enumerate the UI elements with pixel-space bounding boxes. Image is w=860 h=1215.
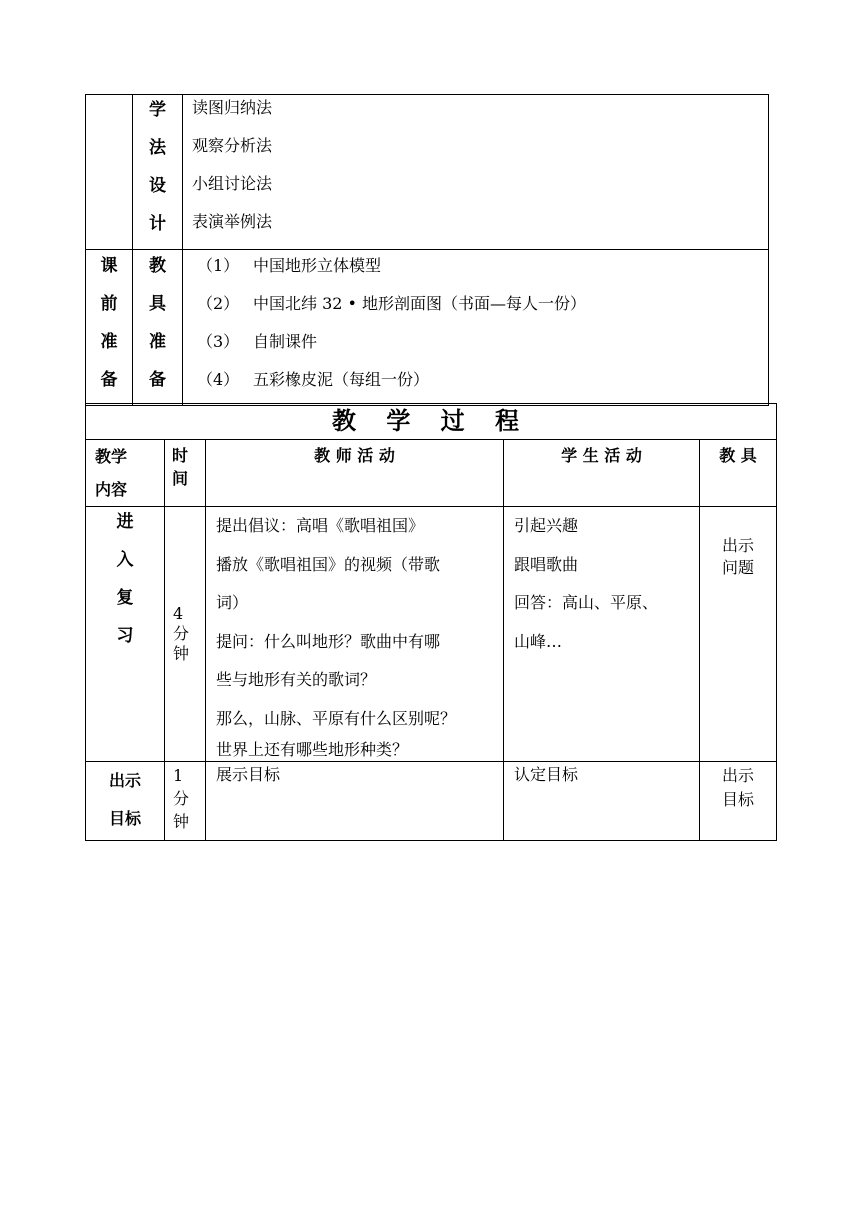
text-line: 出示 [722,536,755,555]
text-line: 山峰… [514,631,563,651]
list-item: 小组讨论法 [192,174,273,193]
time-cell [165,507,206,762]
label-char: 课 [100,256,118,276]
header-tools: 教 具 [700,440,777,507]
text-line: 认定目标 [514,765,579,784]
item-number: （2） [197,294,240,313]
item-text: 自制课件 [253,332,318,351]
list-item [183,328,768,366]
label-char: 教 [149,256,166,276]
list-item [183,290,768,328]
tools-cell [700,507,777,762]
time-cell [165,762,206,841]
content-char: 入 [116,550,134,570]
text-line: 世界上还有哪些地形种类？ [216,740,409,759]
label-char: 设 [149,176,166,196]
study-methods-list [183,95,769,250]
time-line: 4 [173,604,184,623]
label-char: 法 [149,138,166,158]
text-line: 引起兴趣 [514,516,579,535]
item-number: （4） [197,370,240,389]
preparation-table [85,94,769,406]
list-item [183,252,768,290]
content-char: 习 [116,626,134,646]
content-char: 进 [116,512,134,532]
text-line: 些与地形有关的歌词？ [216,670,377,689]
empty-cell [86,95,133,250]
tools-cell [700,762,777,841]
list-item: 表演举例法 [192,212,273,231]
label-char: 备 [100,370,118,390]
label-char: 准 [100,332,118,352]
text-line: 词） [216,593,249,612]
pre-class-label [86,250,133,406]
header-content [86,440,165,507]
process-table [85,403,777,841]
item-number: （3） [197,332,240,351]
header-student: 学 生 活 动 [504,440,700,507]
time-line: 钟 [173,644,190,663]
study-methods-row [86,95,769,250]
label-char: 准 [149,332,166,352]
header-line: 间 [172,469,189,488]
header-line: 内容 [95,480,128,499]
text-line: 那么，山脉、平原有什么区别呢？ [216,708,457,728]
teacher-activity [206,507,504,762]
content-line: 出示 [108,771,141,790]
table-row [86,507,777,762]
header-teacher: 教 师 活 动 [206,440,504,507]
teacher-activity [206,762,504,841]
table-row [86,762,777,841]
text-line: 跟唱歌曲 [514,554,579,574]
item-text: 中国地形立体模型 [253,256,382,275]
time-line: 分 [173,789,190,808]
header-line: 教学 [95,447,128,466]
item-text: 中国北纬 32 • 地形剖面图（书面—每人一份） [253,294,587,313]
label-char: 前 [100,294,118,314]
item-text: 五彩橡皮泥（每组一份） [253,370,430,389]
content-cell [86,507,165,762]
label-char: 学 [149,100,166,120]
teaching-tools-label [133,250,183,406]
header-time [165,440,206,507]
teaching-tools-list [183,250,769,406]
text-line: 目标 [722,790,755,809]
header-row [86,440,777,507]
time-line: 分 [173,624,190,643]
text-line: 展示目标 [216,765,281,784]
text-line: 回答：高山、平原、 [514,593,659,612]
text-line: 出示 [722,766,755,785]
time-line: 钟 [173,812,190,831]
text-line: 提问：什么叫地形？歌曲中有哪 [216,631,441,651]
content-line: 目标 [108,809,141,828]
text-line: 播放《歌唱祖国》的视频（带歌 [216,554,441,574]
list-item: 读图归纳法 [192,98,273,117]
list-item [183,366,768,404]
time-line: 1 [173,766,184,785]
item-number: （1） [197,256,240,275]
content-char: 复 [116,588,134,608]
content-cell [86,762,165,841]
pre-class-row [86,250,769,406]
list-item: 观察分析法 [192,136,273,155]
study-methods-label [133,95,183,250]
text-line: 问题 [722,558,755,577]
text-line: 提出倡议：高唱《歌唱祖国》 [216,516,425,535]
student-activity [504,507,700,762]
header-line: 时 [172,446,189,465]
student-activity [504,762,700,841]
label-char: 计 [149,214,166,234]
label-char: 具 [149,294,166,314]
process-title: 教 学 过 程 [86,404,777,440]
title-row [86,404,777,440]
label-char: 备 [149,370,166,390]
